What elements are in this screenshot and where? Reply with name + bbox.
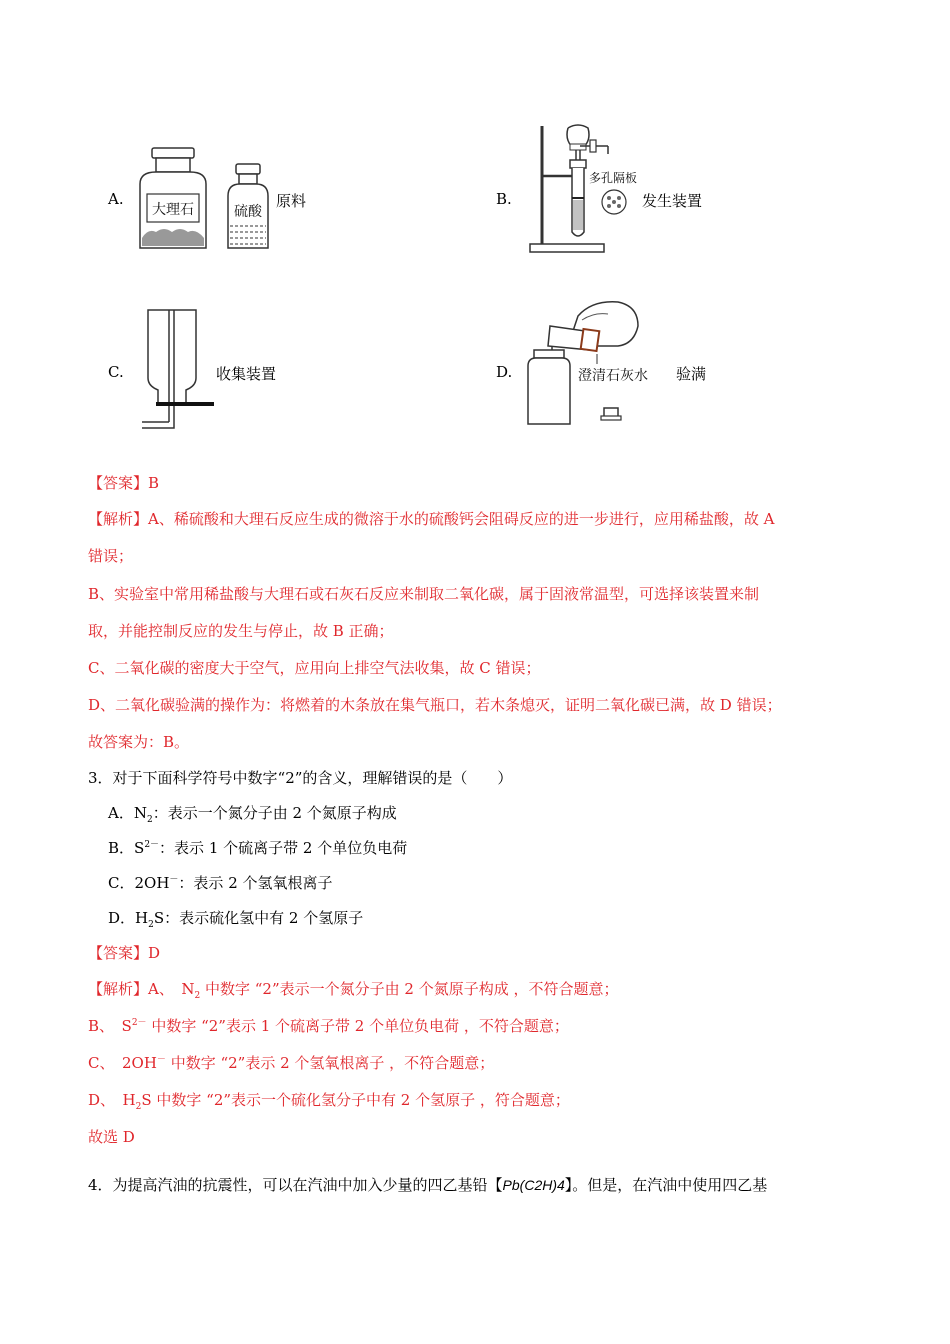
option-c-letter: C. <box>108 363 124 381</box>
q2-conclusion: 故答案为：B。 <box>88 733 190 751</box>
sulfuric-acid-label: 硫酸 <box>234 204 262 220</box>
gas-test-figure <box>522 296 662 430</box>
plate-label: 多孔隔板 <box>589 171 638 185</box>
q2-option-b-line-1: B、实验室中常用稀盐酸与大理石或石灰石反应来制取二氧化碳，属于固液常温型，可选择该装置来制 <box>88 585 760 603</box>
q3-stem: 3．对于下面科学符号中数字“2”的含义，理解错误的是（ ） <box>88 769 513 787</box>
q2-analysis-line-2: 错误； <box>88 547 134 565</box>
q3-analysis-c: C、 2OH－ 中数字 “2”表示 2 个氢氧根离子 ，不符合题意； <box>88 1054 495 1072</box>
q2-option-c-line: C、二氧化碳的密度大于空气，应用向上排空气法收集，故 C 错误； <box>88 659 541 677</box>
raw-materials-figure <box>134 142 276 254</box>
q3-option-d: D．$H_2S$：表示硫化氢中有 2 个氢原子 <box>108 909 364 930</box>
option-b-caption: 发生装置 <box>642 192 703 210</box>
q3-option-b: B．$S^{2-}$：表示 1 个硫离子带 2 个单位负电荷 <box>108 839 408 857</box>
q3-analysis-d: D、 $H_2S$ 中数字 “2”表示一个硫化氢分子中有 2 个氢原子 ，符合题意； <box>88 1091 570 1112</box>
q3-option-a: A．$N_2$：表示一个氮分子由 2 个氮原子构成 <box>108 804 397 825</box>
limewater-label: 澄清石灰水 <box>578 368 648 384</box>
option-c-caption: 收集装置 <box>216 365 277 383</box>
collection-apparatus-figure <box>138 304 214 430</box>
q3-answer: 【答案】D <box>88 944 161 962</box>
q3-option-c: C．2OH－：表示 2 个氢氧根离子 <box>108 874 333 892</box>
marble-label: 大理石 <box>152 202 194 218</box>
q3-analysis-a: 【解析】A、 $N_2$ 中数字 “2”表示一个氮分子由 2 个氮原子构成 ，不符合题意； <box>88 980 619 1001</box>
option-d-letter: D. <box>496 363 513 381</box>
option-b-letter: B. <box>496 190 512 208</box>
q2-analysis-line-1: 【解析】A、稀硫酸和大理石反应生成的微溶于水的硫酸钙会阻碍反应的进一步进行，应用稀盐酸，故 A <box>88 510 775 528</box>
option-d-caption: 验满 <box>676 365 707 383</box>
q2-option-d-line: D、二氧化碳验满的操作为：将燃着的木条放在集气瓶口，若木条熄灭，证明二氧化碳已满，故 D 错误； <box>88 696 782 714</box>
q2-option-b-line-2: 取，并能控制反应的发生与停止，故 B 正确； <box>88 622 394 640</box>
q3-analysis-b: B、 $S^{2-}$ 中数字 “2”表示 1 个硫离子带 2 个单位负电荷 ，不符合题意； <box>88 1017 569 1035</box>
generator-apparatus-figure <box>526 120 642 256</box>
q2-answer: 【答案】B <box>88 474 160 492</box>
q4-stem: 4．为提高汽油的抗震性，可以在汽油中加入少量的四乙基铅【Pb(C2H)4】。但是，在汽油中使用四乙基 <box>88 1176 768 1194</box>
option-a-letter: A. <box>108 190 124 208</box>
tetraethyl-lead-formula: Pb(C2H)4 <box>502 1177 565 1193</box>
option-a-caption: 原料 <box>276 192 307 210</box>
q3-conclusion: 故选 D <box>88 1128 135 1146</box>
